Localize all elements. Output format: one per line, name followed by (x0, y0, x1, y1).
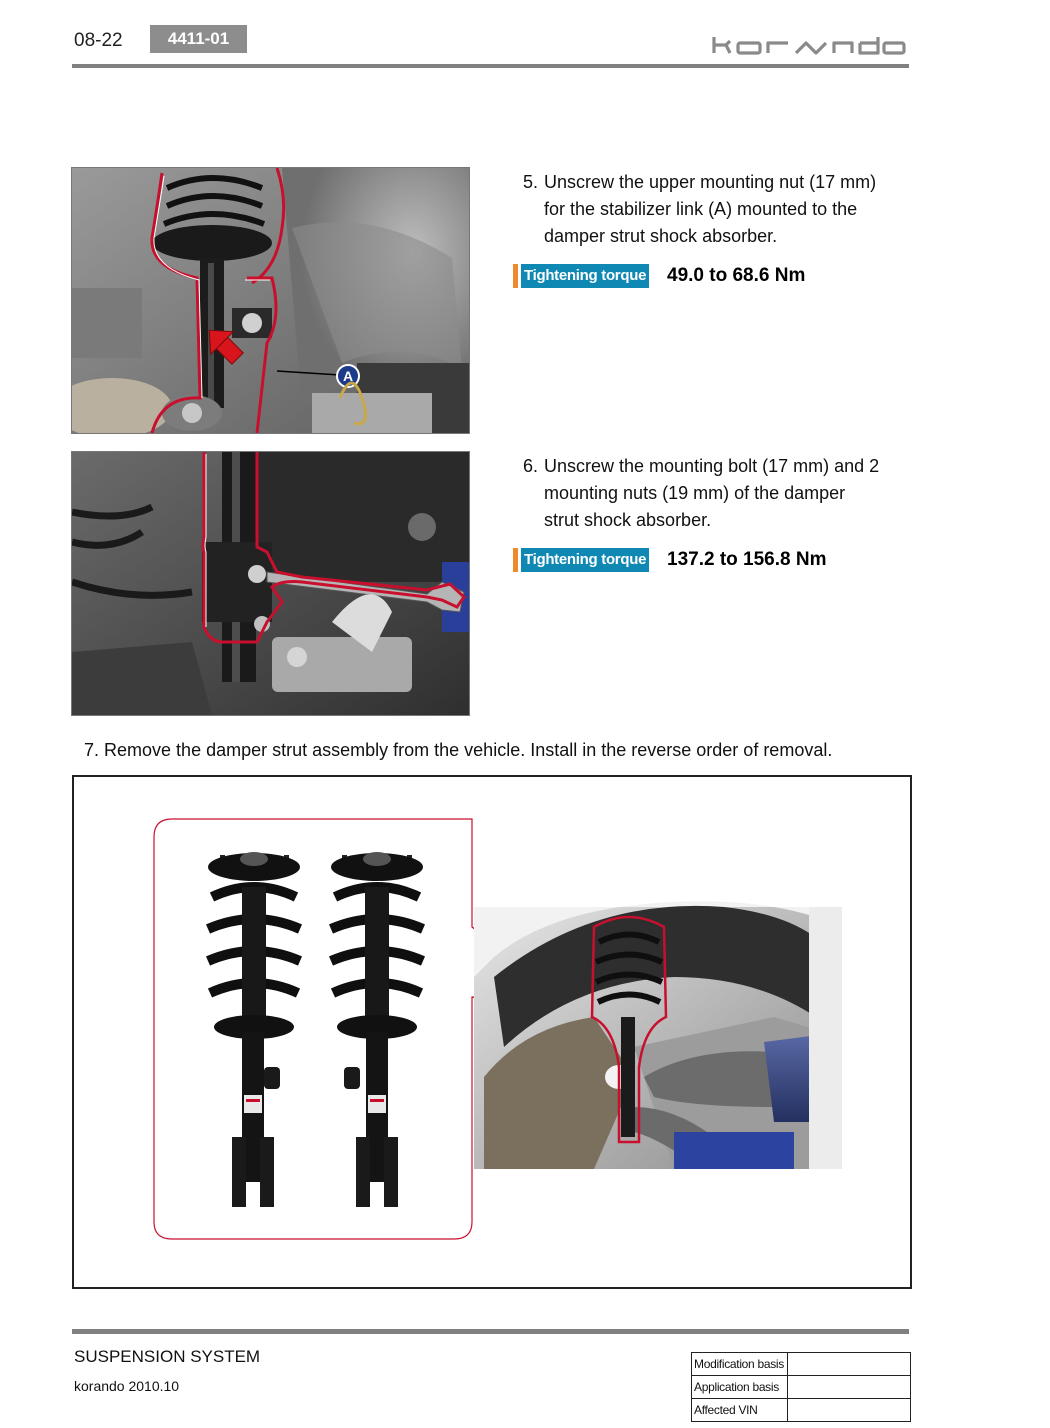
step-text-line: mounting nuts (19 mm) of the damper (544, 483, 846, 503)
torque-label: Tightening torque (521, 548, 649, 572)
photo-damper-mounting-bolt (71, 451, 470, 716)
photo-removing-strut (474, 901, 842, 1169)
step-text-line: for the stabilizer link (A) mounted to the (544, 199, 858, 219)
torque-label: Tightening torque (521, 264, 649, 288)
footer-model-date: korando 2010.10 (74, 1378, 180, 1394)
step-text-line: damper strut shock absorber. (544, 226, 778, 246)
torque-spec-6 (513, 548, 863, 572)
table-value (788, 1399, 911, 1422)
photo-stabilizer-link-nut (71, 167, 470, 434)
step-5 (523, 169, 913, 254)
torque-accent-bar (513, 548, 518, 572)
step-text: Remove the damper strut assembly from the vehicle. Install in the reverse order of removal. (104, 740, 833, 760)
table-label: Application basis (692, 1376, 788, 1399)
removal-illustration (74, 777, 910, 1287)
table-row (692, 1376, 911, 1399)
table-row (692, 1399, 911, 1422)
step-text-line: Unscrew the upper mounting nut (17 mm) (544, 172, 877, 192)
section-code-badge: 4411-01 (150, 25, 247, 53)
torque-spec-5 (513, 264, 843, 288)
header-rule (72, 64, 909, 68)
step-6 (523, 453, 913, 538)
step-number: 6. (523, 456, 539, 476)
page-number: 08-22 (74, 30, 123, 51)
torque-accent-bar (513, 264, 518, 288)
torque-value: 137.2 to 156.8 Nm (667, 549, 827, 570)
step-number: 7. (84, 740, 100, 760)
step-number: 5. (523, 172, 539, 192)
revision-info-table (691, 1352, 911, 1422)
table-label: Modification basis (692, 1353, 788, 1376)
brand-logo (712, 33, 908, 57)
torque-value: 49.0 to 68.6 Nm (667, 265, 806, 286)
footer-section-title: SUSPENSION SYSTEM (74, 1347, 261, 1366)
table-label: Affected VIN (692, 1399, 788, 1422)
step-7 (84, 738, 832, 762)
removal-illustration-frame (72, 775, 912, 1289)
footer-rule (72, 1329, 909, 1334)
step-text-line: Unscrew the mounting bolt (17 mm) and 2 (544, 456, 880, 476)
callout-a-letter: A (342, 368, 354, 384)
step-text-line: strut shock absorber. (544, 510, 712, 530)
table-value (788, 1376, 911, 1399)
table-value (788, 1353, 911, 1376)
table-row (692, 1353, 911, 1376)
